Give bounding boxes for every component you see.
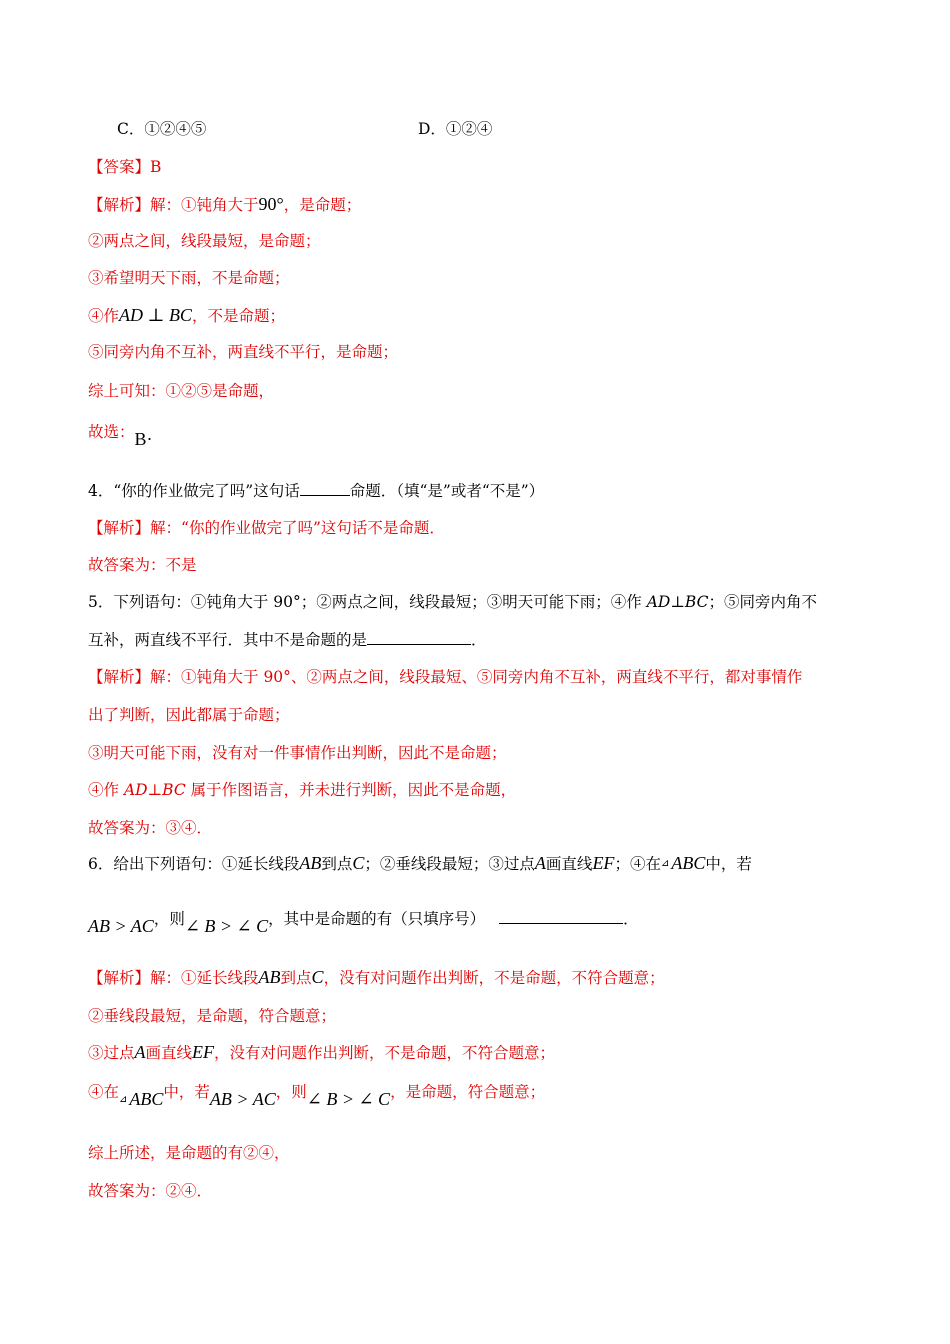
q5-question-line-2: 互补，两直线不平行．其中不是命题的是 ． bbox=[88, 628, 487, 651]
q5-analysis-line-4: ④作 AD⊥BC 属于作图语言，并未进行判断，因此不是命题， bbox=[88, 781, 517, 799]
q3-analysis-line-3: ③希望明天下雨，不是命题； bbox=[88, 269, 290, 287]
q6-analysis-line-2: ②垂线段最短，是命题，符合题意； bbox=[88, 1007, 337, 1025]
analysis-tag: 【解析】 bbox=[88, 196, 151, 214]
q6-analysis-line-1: 【解析】解：①延长线段AB到点C，没有对问题作出判断，不是命题，不符合题意； bbox=[88, 967, 665, 987]
triangle-icon: ⊿ bbox=[660, 858, 670, 869]
q6-question-line-2: AB > AC，则∠ B > ∠ C，其中是命题的有（只填序号） ． bbox=[88, 907, 639, 930]
analysis-tag: 【解析】 bbox=[88, 969, 151, 987]
q6-analysis-line-4: ④在$_⊿$ ABC中，若AB > AC，则∠ B > ∠ C，是命题，符合题意； bbox=[88, 1083, 546, 1109]
q4-answer: 故答案为：不是 bbox=[88, 556, 197, 574]
fill-blank bbox=[499, 907, 623, 924]
q5-analysis-line-2: 出了判断，因此都属于命题； bbox=[88, 706, 290, 724]
analysis-tag: 【解析】 bbox=[88, 519, 151, 537]
triangle-icon: ⊿ bbox=[119, 1094, 128, 1105]
q5-analysis-line-1: 【解析】解：①钝角大于 90°、②两点之间，线段最短、⑤同旁内角不互补，两直线不平行，都对事情作 bbox=[88, 668, 803, 686]
q3-analysis-line-4: ④作AD ⊥ BC，不是命题； bbox=[88, 305, 285, 325]
q3-conclusion: 故选：B· bbox=[88, 423, 153, 449]
q4-question: 4．“你的作业做完了吗”这句话 命题．（填“是”或者“不是”） bbox=[88, 479, 544, 502]
q3-analysis-line-6: 综上可知：①②⑤是命题， bbox=[88, 382, 275, 400]
fill-blank bbox=[300, 479, 350, 496]
q5-answer: 故答案为：③④． bbox=[88, 819, 213, 837]
option-d: D．①②④ bbox=[418, 120, 493, 138]
q4-analysis: 【解析】解：“你的作业做完了吗”这句话不是命题． bbox=[88, 519, 445, 537]
option-c: C．①②④⑤ bbox=[117, 120, 207, 138]
fill-blank bbox=[367, 628, 471, 645]
analysis-tag: 【解析】 bbox=[88, 668, 151, 686]
q6-summary: 综上所述，是命题的有②④， bbox=[88, 1144, 290, 1162]
q3-analysis-line-1: 【解析】解：①钝角大于90°，是命题； bbox=[88, 194, 362, 214]
q5-analysis-line-3: ③明天可能下雨，没有对一件事情作出判断，因此不是命题； bbox=[88, 744, 507, 762]
q3-answer: 【答案】B bbox=[88, 158, 162, 176]
q6-question-line-1: 6．给出下列语句：①延长线段AB到点C；②垂线段最短；③过点A画直线EF；④在⊿ ABC中，若 bbox=[88, 853, 752, 873]
q3-analysis-line-2: ②两点之间，线段最短，是命题； bbox=[88, 232, 321, 250]
q3-analysis-line-5: ⑤同旁内角不互补，两直线不平行，是命题； bbox=[88, 343, 399, 361]
q5-question-line-1: 5．下列语句：①钝角大于 90°；②两点之间，线段最短；③明天可能下雨；④作 AD⊥BC；⑤同旁内角不 bbox=[88, 593, 817, 611]
q6-analysis-line-3: ③过点A画直线EF，没有对问题作出判断，不是命题，不符合题意； bbox=[88, 1042, 556, 1062]
q6-answer: 故答案为：②④． bbox=[88, 1182, 213, 1200]
